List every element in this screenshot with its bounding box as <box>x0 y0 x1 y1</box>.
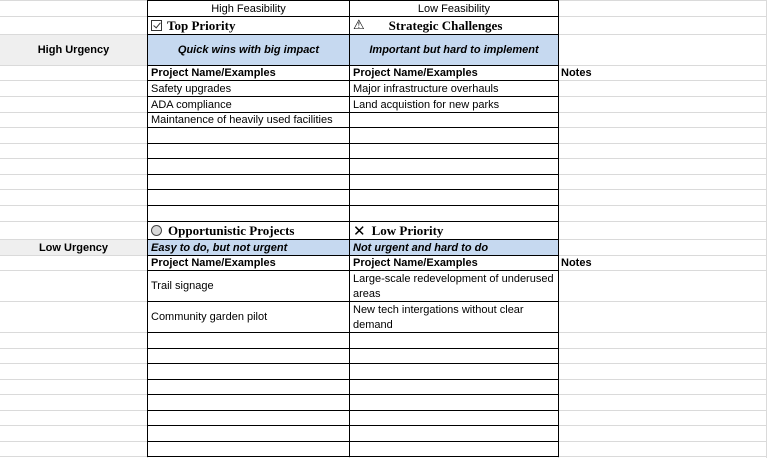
top-priority-title-cell <box>147 16 350 35</box>
table-cell <box>349 127 559 144</box>
checkbox-icon <box>151 20 162 31</box>
table-cell: Safety upgrades <box>147 80 350 97</box>
table-cell <box>349 363 559 380</box>
low-feasibility-header: Low Feasibility <box>349 0 559 17</box>
opportunistic-subtitle: Easy to do, but not urgent <box>147 239 350 256</box>
table-cell <box>147 363 350 380</box>
table-cell <box>147 425 350 442</box>
table-cell: Major infrastructure overhauls <box>349 80 559 97</box>
table-cell <box>147 189 350 206</box>
top-priority-title: Top Priority <box>167 17 236 33</box>
top-priority-column-header: Project Name/Examples <box>147 65 350 81</box>
table-cell <box>147 127 350 144</box>
table-cell <box>147 410 350 426</box>
low-priority-title: Low Priority <box>371 222 444 238</box>
strategic-column-header: Project Name/Examples <box>349 65 559 81</box>
table-cell <box>349 394 559 411</box>
notes-header-upper: Notes <box>561 67 592 79</box>
table-cell <box>349 112 559 128</box>
table-cell <box>147 143 350 159</box>
strategic-challenges-title: Strategic Challenges <box>388 17 503 33</box>
table-cell <box>147 158 350 175</box>
table-cell: Large-scale redevelopment of underused areas <box>349 270 559 302</box>
table-cell: Land acquistion for new parks <box>349 96 559 113</box>
table-cell <box>349 425 559 442</box>
table-cell: Trail signage <box>147 270 350 302</box>
opportunistic-title: Opportunistic Projects <box>168 222 295 238</box>
table-cell: ADA compliance <box>147 96 350 113</box>
table-cell <box>147 441 350 457</box>
opportunistic-title-cell <box>147 221 350 240</box>
table-cell <box>147 205 350 222</box>
strategic-challenges-title-cell <box>349 16 559 35</box>
table-cell <box>349 379 559 395</box>
circle-icon <box>151 225 162 236</box>
table-cell: Maintanence of heavily used facilities <box>147 112 350 128</box>
low-priority-subtitle: Not urgent and hard to do <box>349 239 559 256</box>
table-cell <box>349 410 559 426</box>
table-cell <box>147 379 350 395</box>
low-priority-title-cell <box>349 221 559 240</box>
table-cell <box>349 143 559 159</box>
table-cell <box>147 174 350 190</box>
notes-header-lower: Notes <box>561 257 592 269</box>
table-cell <box>349 441 559 457</box>
table-cell <box>349 189 559 206</box>
table-cell <box>349 158 559 175</box>
table-cell: Community garden pilot <box>147 301 350 333</box>
low-urgency-label: Low Urgency <box>0 240 147 255</box>
warning-icon: ⚠ <box>353 18 365 33</box>
table-cell <box>147 394 350 411</box>
strategic-challenges-subtitle: Important but hard to implement <box>349 34 559 66</box>
table-cell: New tech intergations without clear demand <box>349 301 559 333</box>
high-feasibility-header: High Feasibility <box>147 0 350 17</box>
table-cell <box>349 205 559 222</box>
table-cell <box>349 174 559 190</box>
x-mark-icon: ✕ <box>353 221 366 240</box>
table-cell <box>147 348 350 364</box>
table-cell <box>147 332 350 349</box>
low-priority-column-header: Project Name/Examples <box>349 255 559 271</box>
top-priority-subtitle: Quick wins with big impact <box>147 34 350 66</box>
opportunistic-column-header: Project Name/Examples <box>147 255 350 271</box>
high-urgency-label: High Urgency <box>0 35 147 65</box>
table-cell <box>349 332 559 349</box>
table-cell <box>349 348 559 364</box>
